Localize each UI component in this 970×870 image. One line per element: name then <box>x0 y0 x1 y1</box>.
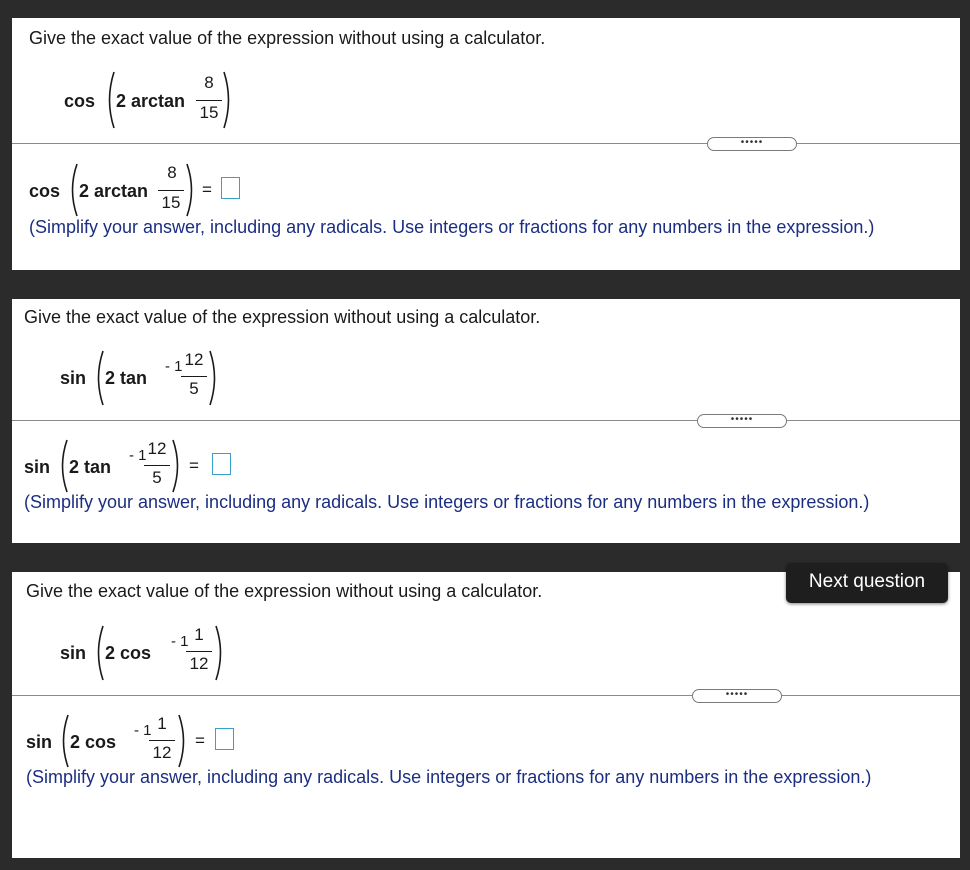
instructions-hint: (Simplify your answer, including any radicals. Use integers or fractions for any numbers in the expression.) <box>29 217 875 237</box>
answer-input[interactable] <box>221 177 240 199</box>
left-paren <box>93 349 105 407</box>
right-paren <box>222 70 234 130</box>
inner-function: 2 tan <box>69 457 112 477</box>
show-more-button[interactable]: ••••• <box>697 414 787 428</box>
fraction-denominator: 15 <box>161 193 181 212</box>
question-prompt: Give the exact value of the expression without using a calculator. <box>29 28 546 48</box>
fraction-numerator: 8 <box>167 163 177 182</box>
fraction-numerator: 12 <box>184 350 204 369</box>
right-paren <box>171 438 183 494</box>
fraction-numerator: 8 <box>204 73 214 92</box>
instructions-hint: (Simplify your answer, including any radicals. Use integers or fractions for any numbers in the expression.) <box>26 767 872 787</box>
show-more-button[interactable]: ••••• <box>692 689 782 703</box>
function-name: sin <box>60 368 87 388</box>
right-paren <box>177 713 189 769</box>
inverse-exponent: - 1 <box>134 722 152 739</box>
answer-input[interactable] <box>215 728 234 750</box>
function-name: sin <box>60 643 87 663</box>
next-question-button[interactable]: Next question <box>786 563 948 603</box>
left-paren <box>104 70 116 130</box>
right-paren <box>214 624 226 682</box>
fraction-bar <box>186 651 212 652</box>
inner-function: 2 arctan <box>79 181 149 201</box>
left-paren <box>57 438 69 494</box>
fraction-numerator: 1 <box>194 625 204 644</box>
left-paren <box>67 162 79 218</box>
fraction-numerator: 1 <box>157 714 167 733</box>
fraction-bar <box>149 740 175 741</box>
answer-input[interactable] <box>212 453 231 475</box>
equals-sign: = <box>202 180 212 199</box>
fraction-denominator: 5 <box>189 379 199 398</box>
fraction-bar <box>144 465 170 466</box>
function-name: cos <box>29 181 61 201</box>
inner-function: 2 cos <box>70 732 117 752</box>
fraction-denominator: 15 <box>199 103 219 122</box>
section-divider <box>12 143 960 144</box>
fraction-bar <box>181 376 207 377</box>
function-name: sin <box>26 732 53 752</box>
inverse-exponent: - 1 <box>171 633 189 650</box>
fraction-denominator: 12 <box>152 743 172 762</box>
section-divider <box>12 420 960 421</box>
question-panel-2 <box>12 299 960 543</box>
fraction-numerator: 12 <box>147 439 167 458</box>
question-prompt: Give the exact value of the expression without using a calculator. <box>26 581 543 601</box>
inverse-exponent: - 1 <box>129 447 147 464</box>
inverse-exponent: - 1 <box>165 358 183 375</box>
left-paren <box>58 713 70 769</box>
function-name: cos <box>64 91 96 111</box>
left-paren <box>93 624 105 682</box>
question-prompt: Give the exact value of the expression without using a calculator. <box>24 307 541 327</box>
fraction-bar <box>196 100 222 101</box>
fraction-bar <box>158 190 184 191</box>
function-name: sin <box>24 457 51 477</box>
question-panel-3 <box>12 572 960 858</box>
inner-function: 2 tan <box>105 368 148 388</box>
section-divider <box>12 695 960 696</box>
fraction-denominator: 5 <box>152 468 162 487</box>
equals-sign: = <box>189 456 199 475</box>
instructions-hint: (Simplify your answer, including any radicals. Use integers or fractions for any numbers in the expression.) <box>24 492 870 512</box>
right-paren <box>185 162 197 218</box>
right-paren <box>208 349 220 407</box>
inner-function: 2 arctan <box>116 91 186 111</box>
question-panel-1 <box>12 18 960 270</box>
equals-sign: = <box>195 731 205 750</box>
fraction-denominator: 12 <box>189 654 209 673</box>
inner-function: 2 cos <box>105 643 152 663</box>
show-more-button[interactable]: ••••• <box>707 137 797 151</box>
